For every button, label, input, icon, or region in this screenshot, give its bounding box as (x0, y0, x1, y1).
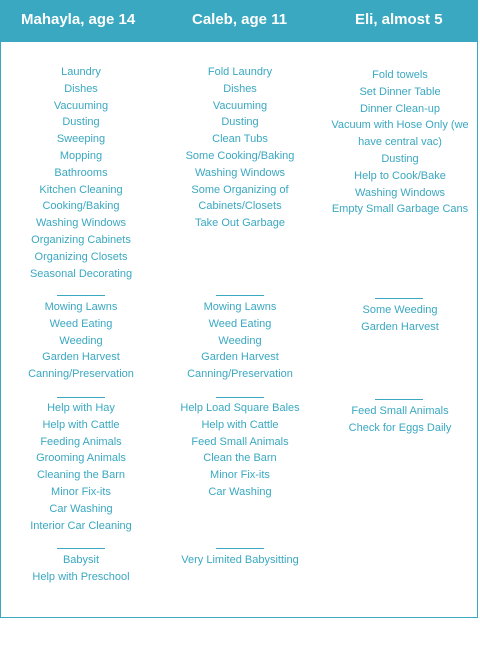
chore-item: Mowing Lawns (44, 301, 118, 313)
chore-item: Garden Harvest (361, 320, 439, 333)
chore-item: Feed Small Animals (191, 435, 289, 448)
chore-item: Check for Eggs Daily (348, 421, 452, 434)
chore-item: Dishes (64, 82, 98, 95)
separator (57, 295, 105, 296)
chore-item: Garden Harvest (201, 351, 279, 364)
caleb-indoor-chores (161, 64, 319, 232)
separator (57, 548, 105, 549)
chore-item: Washing Windows (194, 166, 286, 179)
chore-item: Help with Hay (47, 402, 115, 414)
chore-item: Mopping (59, 149, 103, 162)
chore-item: Bathrooms (54, 166, 108, 179)
chore-item: Dusting (381, 152, 419, 165)
chore-item: Help with Cattle (201, 418, 279, 431)
chore-item: Mowing Lawns (203, 301, 277, 313)
header-caleb: Caleb, age 11 (192, 11, 288, 28)
separator (216, 295, 264, 296)
eli-garden-chores (321, 302, 479, 336)
chore-item: Cleaning the Barn (36, 469, 126, 482)
chore-item: Help Load Square Bales (180, 402, 300, 414)
chore-item: Cabinets/Closets (198, 200, 282, 213)
mahayla-indoor-chores (2, 64, 160, 282)
separator (57, 397, 105, 398)
chore-item: Help with Cattle (42, 418, 120, 431)
chore-item: Dishes (223, 82, 257, 95)
mahayla-animal-chores (2, 400, 160, 534)
separator (375, 399, 423, 400)
caleb-childcare (161, 552, 319, 569)
chore-item: Organizing Cabinets (31, 233, 131, 246)
chore-item: Clean the Barn (203, 452, 277, 465)
chore-item: Car Washing (49, 502, 113, 515)
chore-item: Kitchen Cleaning (39, 183, 123, 196)
chore-item: Weeding (218, 334, 262, 347)
chore-item: Car Washing (208, 485, 272, 498)
caleb-animal-chores (161, 400, 319, 501)
chore-item: Seasonal Decorating (29, 267, 133, 280)
chore-item: Weeding (59, 334, 103, 347)
separator (375, 298, 423, 299)
separator (216, 548, 264, 549)
header-eli: Eli, almost 5 (355, 11, 443, 28)
chore-item: Empty Small Garbage Cans (331, 203, 469, 216)
chore-item: Grooming Animals (36, 452, 126, 465)
chore-item: Dusting (221, 116, 259, 129)
chore-item: Babysit (62, 554, 100, 566)
chore-item: Some Organizing of (191, 183, 289, 196)
chore-item: Minor Fix-its (210, 469, 270, 482)
chore-item: Sweeping (56, 133, 106, 146)
chore-item: Vacuuming (212, 99, 268, 112)
mahayla-garden-chores (2, 299, 160, 383)
chore-item: Feeding Animals (40, 435, 122, 448)
chore-item: Fold towels (372, 69, 428, 81)
chore-item: Clean Tubs (212, 133, 268, 146)
table-header (1, 1, 477, 42)
chore-item: Feed Small Animals (351, 405, 449, 417)
chore-item: Vacuuming (53, 99, 109, 112)
chore-item: Laundry (61, 66, 101, 78)
eli-indoor-chores (321, 67, 479, 218)
chore-item: Weed Eating (49, 317, 113, 330)
chore-item: Some Weeding (362, 304, 438, 316)
chore-item: Weed Eating (208, 317, 272, 330)
chore-item: Garden Harvest (42, 351, 120, 364)
chore-item: Some Cooking/Baking (185, 149, 295, 162)
chore-item: Fold Laundry (207, 66, 273, 78)
chore-item: Washing Windows (35, 217, 127, 230)
chore-item: Minor Fix-its (51, 485, 111, 498)
chore-item: have central vac) (358, 136, 442, 149)
header-mahayla: Mahayla, age 14 (21, 11, 136, 28)
chore-item: Interior Car Cleaning (30, 519, 132, 532)
chore-item: Dusting (62, 116, 100, 129)
chore-item: Canning/Preservation (187, 368, 293, 381)
chore-item: Canning/Preservation (28, 368, 134, 381)
chore-item: Dinner Clean-up (359, 102, 441, 115)
eli-animal-chores (321, 403, 479, 437)
chore-item: Help with Preschool (32, 570, 130, 583)
caleb-garden-chores (161, 299, 319, 383)
chore-item: Set Dinner Table (359, 85, 441, 98)
separator (216, 397, 264, 398)
chore-item: Very Limited Babysitting (181, 554, 299, 566)
chore-item: Organizing Closets (34, 250, 128, 263)
chore-item: Washing Windows (354, 186, 446, 199)
chore-item: Vacuum with Hose Only (we (331, 119, 469, 132)
chore-item: Cooking/Baking (42, 200, 120, 213)
mahayla-childcare (2, 552, 160, 586)
chore-item: Help to Cook/Bake (354, 169, 446, 182)
chore-item: Take Out Garbage (195, 217, 285, 230)
